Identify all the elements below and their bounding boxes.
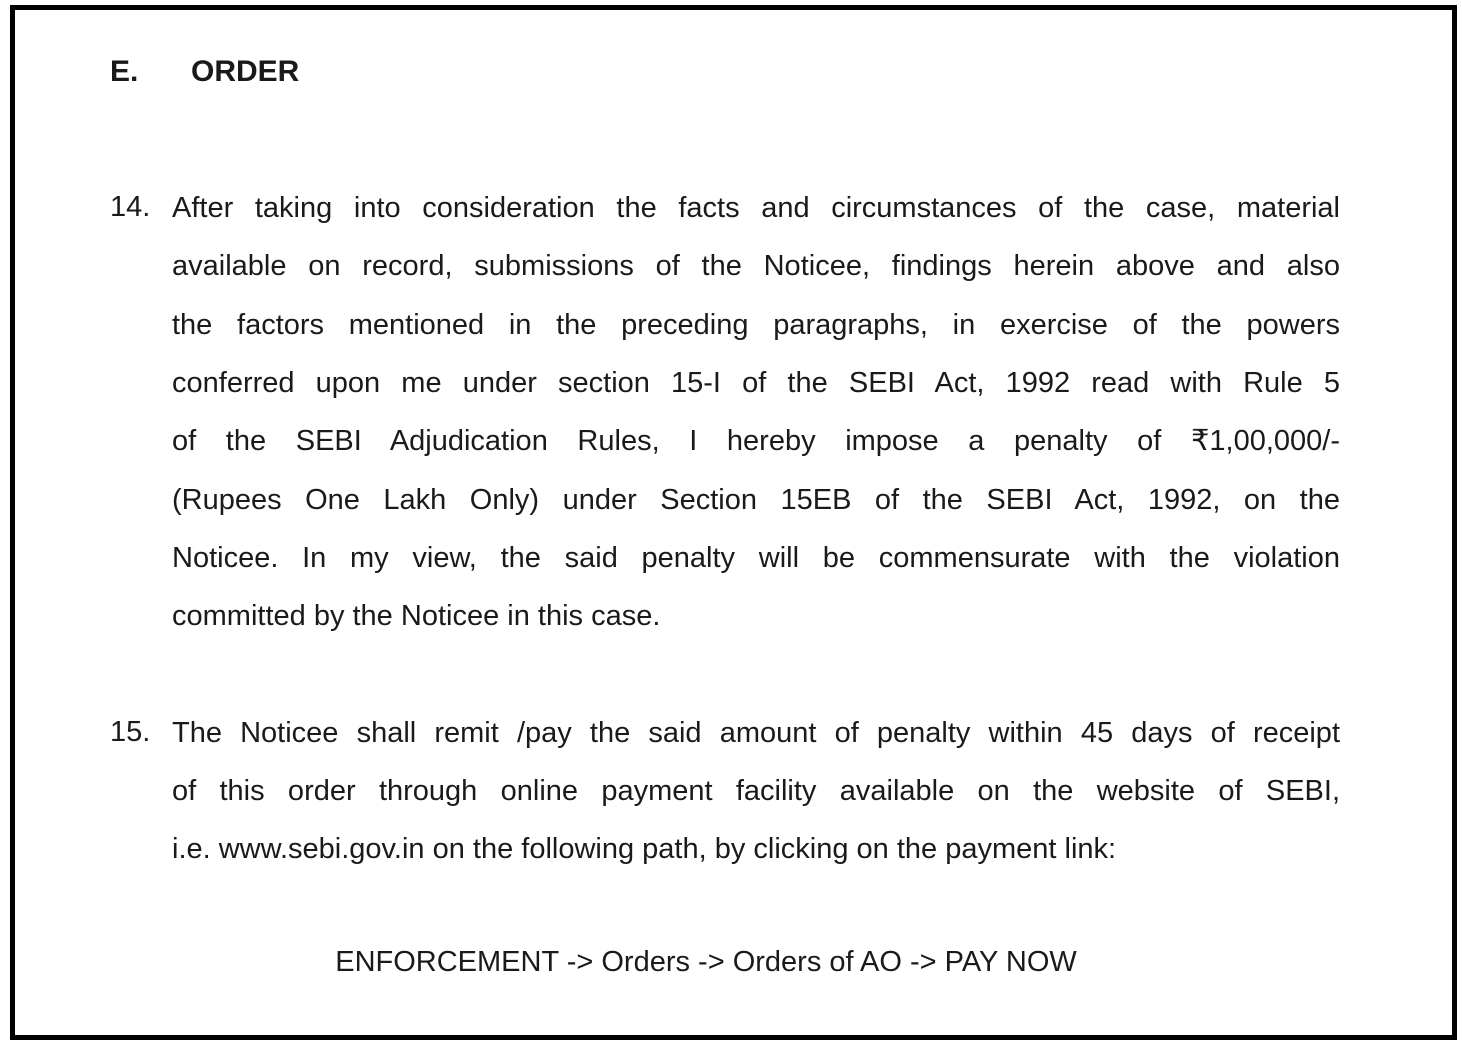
paragraph-line: available on record, submissions of the Noticee, findings herein above and also [172, 250, 1340, 282]
paragraph-number: 15. [110, 716, 151, 748]
section-letter: E. [110, 55, 139, 88]
document-frame [10, 5, 1457, 1040]
paragraph-line: the factors mentioned in the preceding paragraphs, in exercise of the powers [172, 309, 1340, 341]
paragraph-line: After taking into consideration the facts and circumstances of the case, material [172, 192, 1340, 224]
section-title: ORDER [191, 55, 300, 88]
paragraph-line: of this order through online payment facility available on the website of SEBI, [172, 775, 1340, 807]
paragraph-line: of the SEBI Adjudication Rules, I hereby impose a penalty of ₹1,00,000/- [172, 425, 1340, 457]
paragraph-line: committed by the Noticee in this case. [172, 600, 661, 632]
paragraph-line: (Rupees One Lakh Only) under Section 15EB of the SEBI Act, 1992, on the [172, 484, 1340, 516]
paragraph-line: i.e. www.sebi.gov.in on the following path, by clicking on the payment link: [172, 833, 1117, 865]
payment-path: ENFORCEMENT -> Orders -> Orders of AO -> PAY NOW [335, 946, 1077, 978]
paragraph-number: 14. [110, 191, 151, 223]
paragraph-line: Noticee. In my view, the said penalty will be commensurate with the violation [172, 542, 1340, 574]
paragraph-line: conferred upon me under section 15-I of the SEBI Act, 1992 read with Rule 5 [172, 367, 1340, 399]
paragraph-line: The Noticee shall remit /pay the said amount of penalty within 45 days of receipt [172, 717, 1340, 749]
